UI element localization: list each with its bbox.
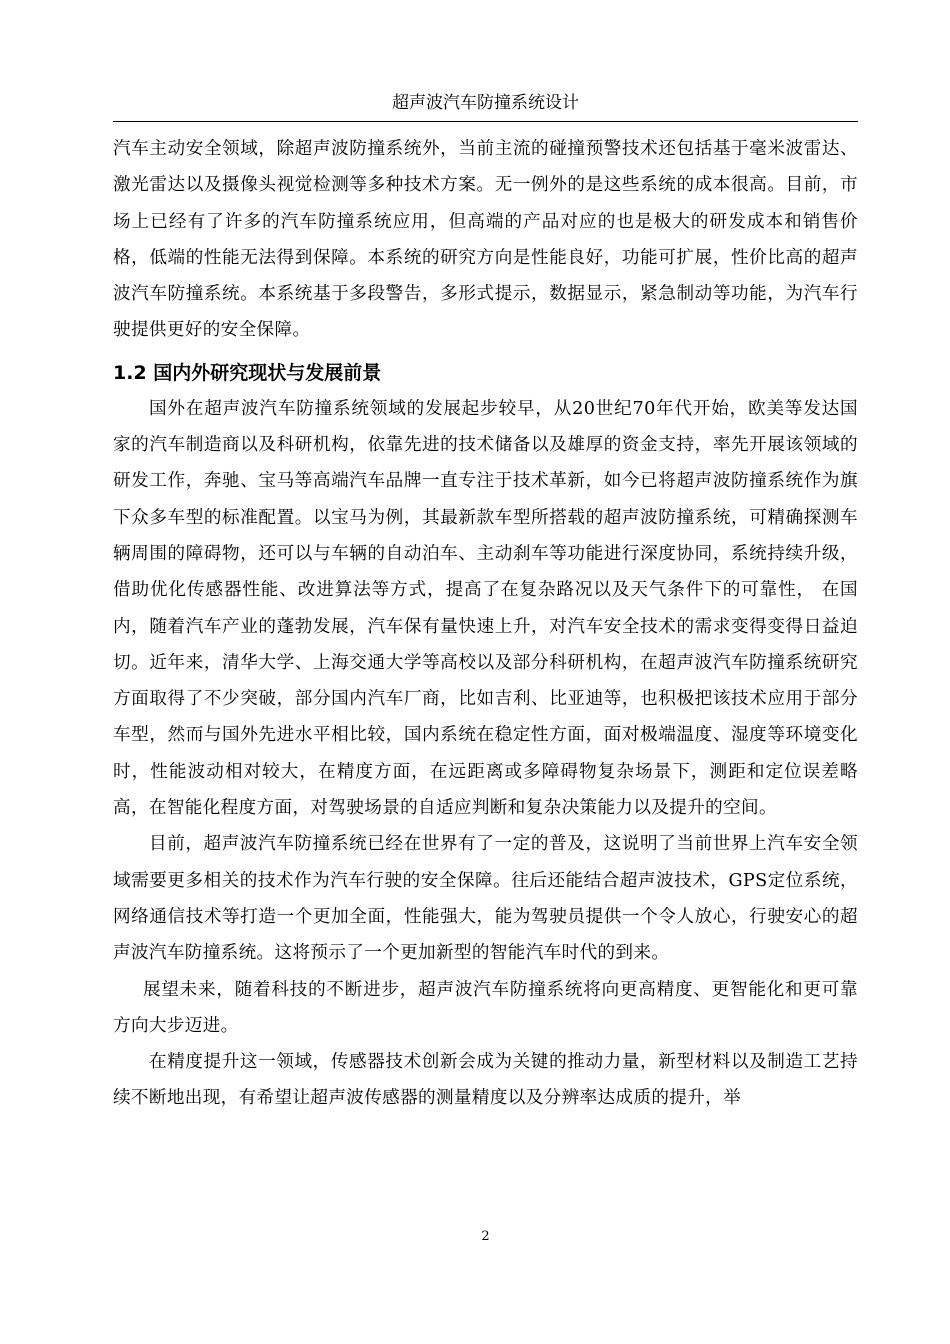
body-paragraph-outlook: 展望未来，随着科技的不断进步，超声波汽车防撞系统将向更高精度、更智能化和更可靠方向大步迈进。 xyxy=(113,979,858,1036)
section-heading: 1.2 国内外研究现状与发展前景 xyxy=(113,361,382,384)
body-paragraph-precision: 在精度提升这一领域，传感器技术创新会成为关键的推动力量，新型材料以及制造工艺持续不断地出现，有希望让超声波传感器的测量精度以及分辨率达成质的提升，举 xyxy=(113,1052,858,1109)
page-body xyxy=(113,131,858,1117)
page-number: 2 xyxy=(481,1229,490,1244)
body-paragraph-research-status: 国外在超声波汽车防撞系统领域的发展起步较早，从20世纪70年代开始，欧美等发达国家的汽车制造商以及科研机构，依靠先进的技术储备以及雄厚的资金支持，率先开展该领域的研发工作，奔驰、宝马等高端汽车品牌一直专注于技术革新，如今已将超声波防撞系统作为旗下众多车型的标准配置。以宝马为例，其最新款车型所搭载的超声波防撞系统，可精确探测车辆周围的障碍物，还可以与车辆的自动泊车、主动刹车等功能进行深度协同，系统持续升级，借助优化传感器性能、改进算法等方式，提高了在复杂路况以及天气条件下的可靠性， 在国内，随着汽车产业的蓬勃发展，汽车保有量快速上升，对汽车安全技术的需求变得变得日益迫切。近年来，清华大学、上海交通大学等高校以及部分科研机构，在超声波汽车防撞系统研究方面取得了不少突破，部分国内汽车厂商，比如吉利、比亚迪等，也积极把该技术应用于部分车型，然而与国外先进水平相比较，国内系统在稳定性方面，面对极端温度、湿度等环境变化时，性能波动相对较大，在精度方面，在远距离或多障碍物复杂场景下，测距和定位误差略高，在智能化程度方面，对驾驶场景的自适应判断和复杂决策能力以及提升的空间。 xyxy=(113,398,858,819)
intro-paragraph: 汽车主动安全领域，除超声波防撞系统外，当前主流的碰撞预警技术还包括基于毫米波雷达、激光雷达以及摄像头视觉检测等多种技术方案。无一例外的是这些系统的成本很高。目前，市场上已经有了许多的汽车防撞系统应用，但高端的产品对应的也是极大的研发成本和销售价格，低端的性能无法得到保障。本系统的研究方向是性能良好，功能可扩展，性价比高的超声波汽车防撞系统。本系统基于多段警告，多形式提示，数据显示，紧急制动等功能，为汽车行驶提供更好的安全保障。 xyxy=(113,139,858,341)
page-header-title: 超声波汽车防撞系统设计 xyxy=(392,93,579,113)
body-paragraph-current-state: 目前，超声波汽车防撞系统已经在世界有了一定的普及，这说明了当前世界上汽车安全领域需要更多相关的技术作为汽车行驶的安全保障。往后还能结合超声波技术，GPS定位系统，网络通信技术等打造一个更加全面，性能强大，能为驾驶员提供一个令人放心，行驶安心的超声波汽车防撞系统。这将预示了一个更加新型的智能汽车时代的到来。 xyxy=(113,834,858,964)
header-divider xyxy=(113,121,858,122)
